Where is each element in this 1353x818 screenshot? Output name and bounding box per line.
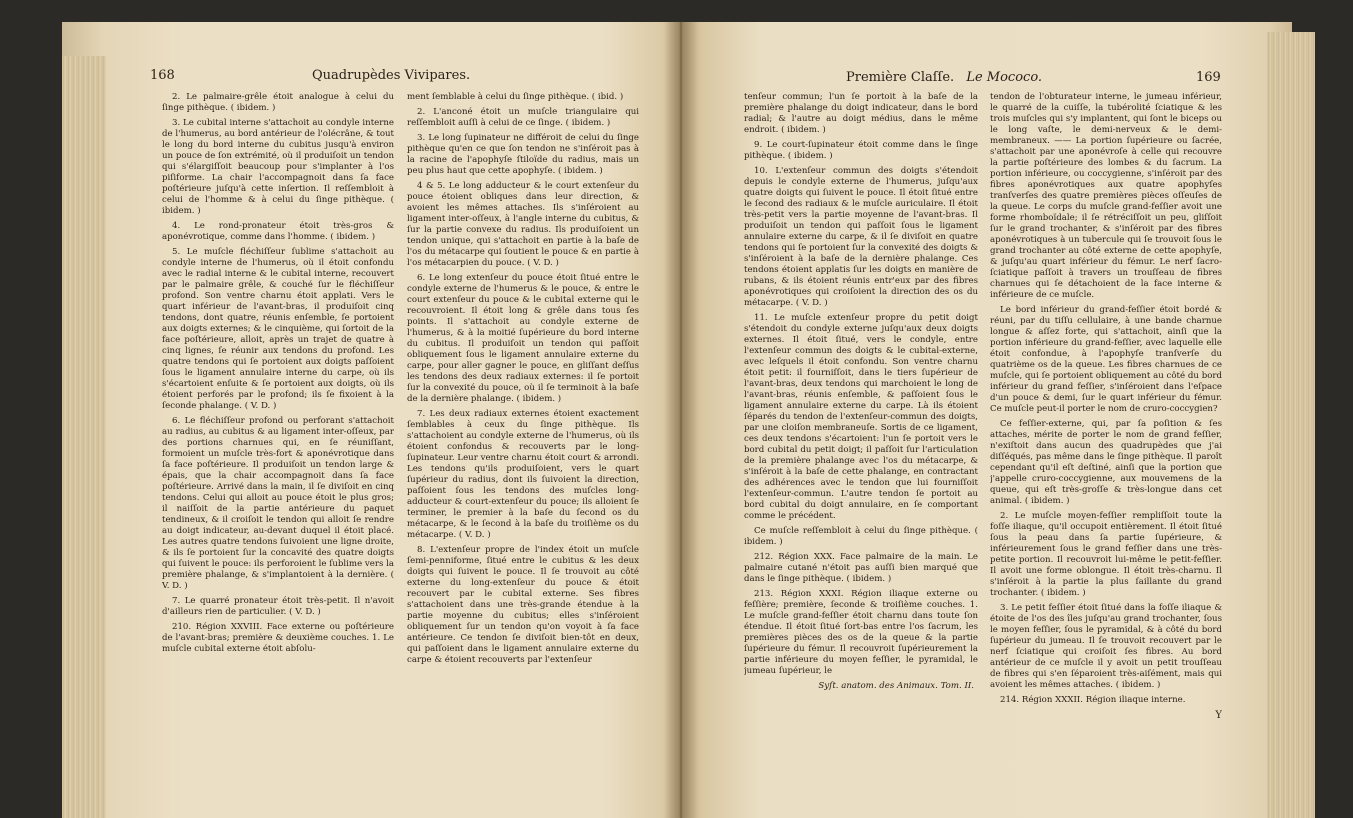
right-page-edges [1267, 32, 1315, 818]
right-running-head [846, 70, 1042, 85]
paragraph: 4 & 5. Le long adducteur & le court extenſeur du pouce étoient obliques dans leur direction, & avoient les mêmes attaches. Ils s'inſéroient au ligament inter-oſſeux, à l'angle interne du cubitus, & ſur la partie convexe du radius. Ils produiſoient un tendon unique, qui s'attachoit en partie à la baſe de l'os du métacarpe qui ſoutient le pouce & en partie à l'os métacarpien du pouce. ( V. D. ) [407, 181, 639, 268]
paragraph: Ce muſcle reſſembloit à celui du ſinge pithèque. ( ibidem. ) [744, 526, 978, 547]
left-page [62, 22, 680, 818]
right-running-head-class: Première Claſſe. [846, 70, 955, 85]
paragraph: 2. L'anconé étoit un muſcle triangulaire qui reſſembloit auſſi à celui de ce ſinge. ( ibidem. ) [407, 107, 639, 128]
right-column-1 [744, 92, 978, 814]
paragraph: 3. Le long ſupinateur ne différoit de celui du ſinge pithèque qu'en ce que ſon tendon ne s'inſéroit pas à la racine de l'apophyſe ſtiloïde du radius, mais un peu plus haut que cette apophyſe. ( ibidem. ) [407, 133, 639, 176]
paragraph: 3. Le petit feſſier étoit ſitué dans la foſſe iliaque & étoite de l'os des îles juſqu'au grand trochanter, ſous le moyen feſſier, ſous le pyramidal, & à côté du bord ſupérieur du jumeau. Il ſe trouvoit recouvert par le nerf ſciatique qui croiſoit ſes fibres. Au bord antérieur de ce muſcle il y avoit un petit trouſſeau de fibres qui s'en ſéparoient très-aiſément, mais qui avoient les mêmes attaches. ( ibidem. ) [990, 603, 1222, 690]
paragraph: 2. Le palmaire-grêle étoit analogue à celui du ſinge pithèque. ( ibidem. ) [162, 92, 394, 113]
left-page-edges [62, 56, 106, 818]
left-column-1 [162, 92, 394, 814]
paragraph: Le bord inférieur du grand-feſſier étoit bordé & réuni, par du tiſſu cellulaire, à une bande charnue longue & aſſez forte, qui s'attachoit, ainſi que la portion inférieure du grand-feſſier, avec laquelle elle étoit confondue, à l'apophyſe tranſverſe du quatrième os de la queue. Les fibres charnues de ce muſcle, qui ſe portoient obliquement au côté du bord inférieur du grand feſſier, s'inſéroient dans l'eſpace d'un pouce & demi, ſur le quart inférieur du fémur. Ce muſcle peut-il porter le nom de cruro-coccygien? [990, 305, 1222, 414]
paragraph: tendon de l'obturateur interne, le jumeau inférieur, le quarré de la cuiſſe, la tubérolité ſciatique & les trois muſcles qui s'y implantent, qui ſont le biceps ou le long vaſte, le demi-nerveux & le demi-membraneux. —— La portion ſupérieure ou ſacrée, s'attachoit par une aponévroſe à celle qui recouvre la partie poſtérieure des lombes & du ſacrum. La portion inférieure, ou coccygienne, s'inſéroit par des fibres aponévrotiques aux quatre apophyſes tranſverſes des quatre premières pièces oſſeuſes de la queue. Le corps du muſcle grand-feſſier avoit une forme rhomboïdale; il ſe rétréciſſoit un peu, gliſſoit ſur le grand trochanter, & s'inſéroit par des fibres aponévrotiques à un tubercule qui ſe trouvoit ſous le grand trochanter au côté externe de cette apophyſe, & juſqu'au quart inférieur du fémur. Le nerf ſacro-ſciatique paſſoit à travers un trouſſeau de fibres charnues qui ſe détachoient de la face interne & inférieure de ce muſcle. [990, 92, 1222, 300]
left-column-2 [407, 92, 639, 814]
paragraph: 7. Le quarré pronateur étoit très-petit. Il n'avoit d'ailleurs rien de particulier. ( V. D. ) [162, 596, 394, 617]
paragraph: 5. Le muſcle fléchiſſeur ſublime s'attachoit au condyle interne de l'humerus, où il étoit confondu avec le radial interne & le cubital interne, recouvert par le palmaire grêle, & couché ſur le fléchiſſeur profond. Son ventre charnu étoit applati. Vers le quart inférieur de l'avant-bras, il produiſoit cinq tendons, dont quatre, réunis enſemble, ſe portoient aux doigts externes; & le cinquième, qui ſortoit de la face poſtérieure, alloit, après un trajet de quatre à cinq lignes, ſe réunir aux tendons du profond. Les quatre tendons qui ſe portoient aux doigts paſſoient ſous le ligament annulaire interne du carpe, où ils s'écartoient enſuite & ſe portoient aux doigts, où ils étoient perforés par le profond; ils ſe fixoient à la ſeconde phalange. ( V. D. ) [162, 247, 394, 411]
signature-line: Syſt. anatom. des Animaux. Tom. II. [818, 681, 974, 691]
paragraph: Ce feſſier-externe, qui, par ſa poſition & ſes attaches, mérite de porter le nom de grand feſſier, n'exiſtoit dans aucun des quadrupèdes que j'ai diſſéqués, pas même dans le ſinge pithèque. Il paroît cependant qu'il eſt deſtiné, ainſi que la portion que j'appelle cruro-coccygienne, aux mouvemens de la queue, qui eſt très-groſſe & très-longue dans cet animal. ( ibidem. ) [990, 419, 1222, 506]
paragraph: tenſeur commun; l'un ſe portoit à la baſe de la première phalange du doigt indicateur, dans le bord radial; & l'autre au doigt médius, dans le même endroit. ( ibidem. ) [744, 92, 978, 135]
section-heading: 213. Région XXXI. Région iliaque externe ou feſſière; première, ſeconde & troiſième couches. 1. Le muſcle grand-feſſier étoit charnu dans toute ſon étendue. Il étoit ſitué ſort-bas entre l'os ſacrum, les premières pièces des os de la queue & la partie ſupérieure du fémur. Il recouvroit ſupérieurement la partie inférieure du moyen feſſier, le pyramidal, le jumeau ſupérieur, le [744, 589, 978, 676]
right-page [680, 22, 1292, 818]
paragraph: ment ſemblable à celui du ſinge pithèque. ( ibid. ) [407, 92, 624, 102]
signature-mark: Y [1215, 710, 1222, 721]
paragraph: 6. Le fléchiſſeur profond ou perforant s'attachoit au radius, au cubitus & au ligament inter-oſſeux, par des portions charnues qui, en ſe réuniſſant, formoient un muſcle très-fort & aponévrotique dans ſa face poſtérieure. Il produiſoit un tendon large & épais, que la chair accompagnoit dans ſa face poſtérieure. Arrivé dans la main, il ſe diviſoit en cinq tendons. Celui qui alloit au pouce étoit le plus gros; il naiſſoit de la partie antérieure du paquet tendineux, & il croiſoit le tendon qui alloit ſe rendre au doigt indicateur, au-devant duquel il étoit placé. Les autres quatre tendons ſuivoient une ligne droite, & ils ſe portoient ſur la concavité des quatre doigts qui ſuivent le pouce: ils perforoient le ſublime vers la première phalange, & s'implantoient à la dernière. ( V. D. ) [162, 416, 394, 591]
paragraph: 8. L'extenſeur propre de l'index étoit un muſcle ſemi-penniforme, ſitué entre le cubitus & les deux doigts qui ſuivent le pouce. Il ſe trouvoit au côté externe du long-extenſeur du pouce & étoit recouvert par le cubital externe. Ses fibres s'attachoient dans une très-grande étendue à la partie moyenne du cubitus; elles s'inſéroient obliquement ſur un tendon qu'on voyoit à ſa face antérieure. Ce tendon ſe diviſoit bien-tôt en deux, qui paſſoient dans le ligament annulaire externe du carpe & étoient recouverts par l'extenſeur [407, 545, 639, 665]
paragraph: 6. Le long extenſeur du pouce étoit ſitué entre le condyle externe de l'humerus & le pouce, & entre le court extenſeur du pouce & le cubital externe qui le recouvroient. Il étoit long & grêle dans tous ſes points. Il s'attachoit au condyle externe de l'humerus, & à la moitié ſupérieure du bord interne du cubitus. Il produiſoit un tendon qui paſſoit obliquement ſous le ligament annulaire externe du carpe, pour aller gagner le pouce, en gliſſant deſſus les tendons des deux radiaux externes: il ſe portoit ſur la convexité du pouce, où il ſe terminoit à la baſe de la dernière phalange. ( ibidem. ) [407, 273, 639, 404]
paragraph: 3. Le cubital interne s'attachoit au condyle interne de l'humerus, au bord antérieur de l'olécrâne, & tout le long du bord interne du cubitus jusqu'à environ un pouce de ſon extrémité, où il produiſoit un tendon qui s'élargiſſoit beaucoup pour s'implanter à l'os piſiforme. La chair l'accompagnoit dans ſa face poſtérieure juſqu'à cette inſertion. Il reſſembloit à celui de l'homme & à celui du ſinge pithèque. ( ibidem. ) [162, 118, 394, 216]
right-column-2 [990, 92, 1222, 814]
right-page-number: 169 [1196, 70, 1221, 85]
section-heading: 214. Région XXXII. Région iliaque interne. [1000, 695, 1186, 705]
paragraph: 11. Le muſcle extenſeur propre du petit doigt s'étendoit du condyle externe juſqu'aux deux doigts externes. Il étoit ſitué, vers le condyle, entre l'extenſeur commun des doigts & le cubital-externe, avec leſquels il étoit confondu. Son ventre charnu étoit petit: il fourniſſoit, dans le tiers ſupérieur de l'avant-bras, deux tendons qui marchoient le long de l'avant-bras, réunis enſemble, & paſſoient ſous le ligament annulaire externe du carpe. Là ils étoient ſéparés du tendon de l'extenſeur-commun des doigts, par une cloiſon membraneuſe. Sortis de ce ligament, ces deux tendons s'écartoient: l'un ſe portoit vers le bord cubital du petit doigt; il paſſoit ſur l'articulation de la première phalange avec l'os du métacarpe, & s'inſéroit à la baſe de cette phalange, en contractant des adhérences avec le tendon que lui fourniſſoit l'extenſeur-commun. L'autre tendon ſe portoit au bord cubital du doigt annulaire, en ſe comportant comme le précédent. [744, 313, 978, 521]
left-running-head: Quadrupèdes Vivipares. [312, 68, 471, 83]
open-book [62, 22, 1292, 818]
paragraph: 10. L'extenſeur commun des doigts s'étendoit depuis le condyle externe de l'humerus, juſqu'aux quatre doigts qui ſuivent le pouce. Il étoit ſitué entre le ſecond des radiaux & le muſcle auriculaire. Il étoit très-petit vers la partie moyenne de l'avant-bras. Il produiſoit un tendon qui paſſoit ſous le ligament annulaire externe du carpe, & il ſe diviſoit en quatre tendons qui ſe portoient ſur la convexité des doigts & s'inſéroient à la baſe de la dernière phalange. Ces tendons étoient applatis ſur les doigts en manière de rubans, & ils étoient réunis entr'eux par des fibres aponévrotiques qui croiſoient la direction des os du métacarpe. ( V. D. ) [744, 166, 978, 308]
paragraph: 7. Les deux radiaux externes étoient exactement ſemblables à ceux du ſinge pithèque. Ils s'attachoient au condyle externe de l'humerus, où ils étoient confondus & recouverts par le long-ſupinateur. Leur ventre charnu étoit court & arrondi. Les tendons qu'ils produiſoient, vers le quart ſupérieur du radius, dont ils ſuivoient la direction, paſſoient ſous les tendons des muſcles long-adducteur & court-extenſeur du pouce; ils alloient ſe terminer, le premier à la baſe du ſecond os du métacarpe, & le ſecond à la baſe du troiſième os du métacarpe. ( V. D. ) [407, 409, 639, 540]
section-heading: 210. Région XXVIII. Face externe ou poſtérieure de l'avant-bras; première & deuxième couches. 1. Le muſcle cubital externe étoit abſolu- [162, 622, 394, 654]
book-gutter [664, 22, 698, 818]
paragraph: 2. Le muſcle moyen-feſſier rempliſſoit toute la foſſe iliaque, qu'il occupoit entièrement. Il étoit ſitué ſous la peau dans ſa partie ſupérieure, & inférieurement ſous le grand feſſier dans une très-petite portion. Il recouvroit lui-même le petit-feſſier. Il avoit une forme oblongue. Il étoit très-charnu. Il s'inſéroit à la partie la plus ſaillante du grand trochanter. ( ibidem. ) [990, 511, 1222, 598]
paragraph: 9. Le court-ſupinateur étoit comme dans le ſinge pithèque. ( ibidem. ) [744, 140, 978, 161]
section-heading: 212. Région XXX. Face palmaire de la main. Le palmaire cutané n'étoit pas auſſi bien marqué que dans le ſinge pithèque. ( ibidem. ) [744, 552, 978, 584]
paragraph: 4. Le rond-pronateur étoit très-gros & aponévrotique, comme dans l'homme. ( ibidem. ) [162, 221, 394, 242]
left-page-number: 168 [150, 68, 175, 83]
right-running-head-title: Le Mococo. [966, 70, 1043, 85]
